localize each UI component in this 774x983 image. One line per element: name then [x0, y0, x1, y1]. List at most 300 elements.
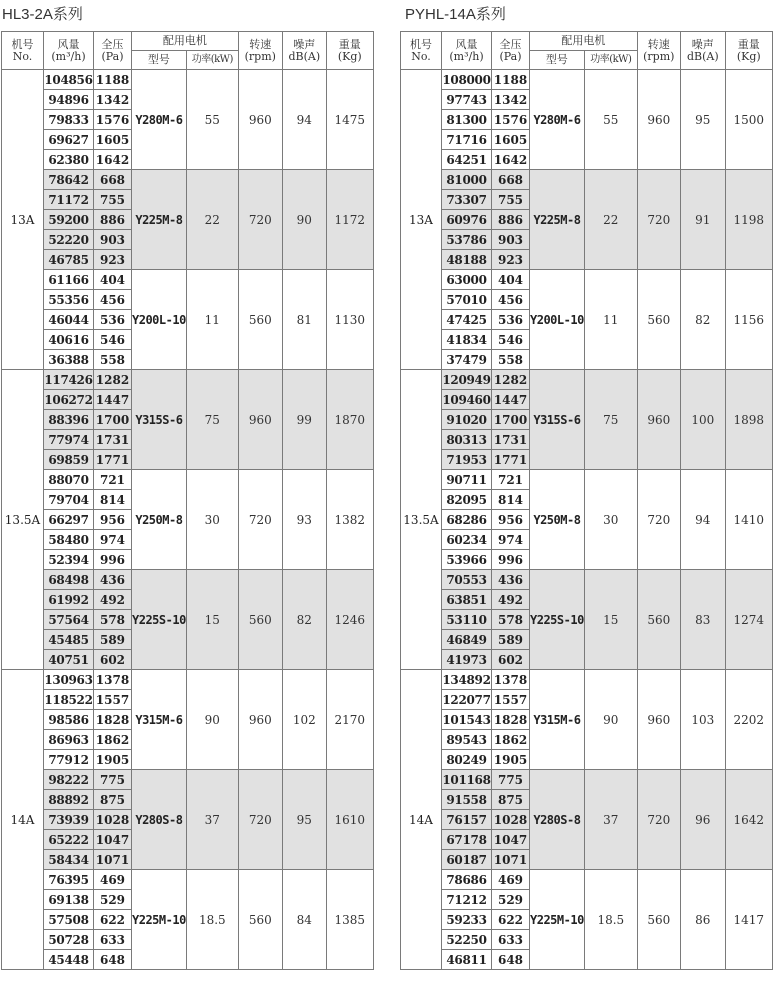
- airflow-cell: 94896: [44, 90, 94, 110]
- speed-cell: 960: [637, 370, 680, 470]
- header-airflow: [44, 32, 94, 70]
- model-size-cell: 14A: [2, 670, 44, 970]
- table-row: [2, 70, 374, 90]
- airflow-cell: 81300: [442, 110, 492, 130]
- motor-power-cell: 90: [186, 670, 238, 770]
- noise-cell: 93: [282, 470, 326, 570]
- header-motor: 配用电机: [132, 32, 239, 51]
- model-size-cell: 13.5A: [401, 370, 442, 670]
- speed-cell: 720: [238, 170, 282, 270]
- header-weight-line1: 重量: [737, 37, 760, 51]
- spec-table-pyhl-14a: [400, 31, 773, 970]
- weight-cell: 2202: [725, 670, 772, 770]
- airflow-cell: 73939: [44, 810, 94, 830]
- pressure-cell: 1047: [492, 830, 530, 850]
- motor-power-cell: 55: [186, 70, 238, 170]
- header-noise-line2: dB(A): [686, 49, 719, 63]
- airflow-cell: 101543: [442, 710, 492, 730]
- airflow-cell: 104856: [44, 70, 94, 90]
- table-title-right: PYHL-14A系列: [405, 6, 506, 23]
- pressure-cell: 1862: [492, 730, 530, 750]
- pressure-cell: 1378: [94, 670, 132, 690]
- airflow-cell: 59233: [442, 910, 492, 930]
- noise-cell: 96: [680, 770, 725, 870]
- pressure-cell: 775: [94, 770, 132, 790]
- weight-cell: 1898: [725, 370, 772, 470]
- pressure-cell: 1771: [492, 450, 530, 470]
- pressure-cell: 648: [492, 950, 530, 970]
- airflow-cell: 57508: [44, 910, 94, 930]
- noise-cell: 86: [680, 870, 725, 970]
- weight-cell: 1870: [326, 370, 373, 470]
- motor-type-cell: Y200L-10: [132, 270, 187, 370]
- header-speed-line1: 转速: [647, 37, 670, 51]
- pressure-cell: 974: [492, 530, 530, 550]
- motor-power-cell: 18.5: [584, 870, 637, 970]
- header-motor: 配用电机: [530, 32, 638, 51]
- noise-cell: 94: [680, 470, 725, 570]
- noise-cell: 100: [680, 370, 725, 470]
- noise-cell: 84: [282, 870, 326, 970]
- motor-power-cell: 22: [584, 170, 637, 270]
- airflow-cell: 60187: [442, 850, 492, 870]
- header-motor-type: 型号: [132, 51, 187, 70]
- pressure-cell: 456: [492, 290, 530, 310]
- airflow-cell: 71212: [442, 890, 492, 910]
- airflow-cell: 53110: [442, 610, 492, 630]
- noise-cell: 90: [282, 170, 326, 270]
- speed-cell: 560: [238, 270, 282, 370]
- model-size-cell: 13A: [2, 70, 44, 370]
- table-row: [401, 870, 773, 890]
- weight-cell: 1198: [725, 170, 772, 270]
- header-model-no-line2: No.: [12, 49, 33, 63]
- speed-cell: 960: [637, 70, 680, 170]
- pressure-cell: 536: [94, 310, 132, 330]
- table-row: [401, 370, 773, 390]
- pressure-cell: 1557: [94, 690, 132, 710]
- header-weight: [326, 32, 373, 70]
- pressure-cell: 1282: [492, 370, 530, 390]
- pressure-cell: 1342: [94, 90, 132, 110]
- airflow-cell: 108000: [442, 70, 492, 90]
- airflow-cell: 69859: [44, 450, 94, 470]
- table-row: [2, 470, 374, 490]
- speed-cell: 960: [637, 670, 680, 770]
- airflow-cell: 117426: [44, 370, 94, 390]
- pressure-cell: 469: [492, 870, 530, 890]
- airflow-cell: 57010: [442, 290, 492, 310]
- pressure-cell: 1576: [94, 110, 132, 130]
- motor-power-cell: 55: [584, 70, 637, 170]
- airflow-cell: 61992: [44, 590, 94, 610]
- header-noise: [680, 32, 725, 70]
- header-speed-line2: (rpm): [244, 49, 276, 63]
- airflow-cell: 46044: [44, 310, 94, 330]
- header-model-no-line1: 机号: [11, 37, 34, 51]
- header-pressure-line2: (Pa): [499, 49, 522, 63]
- noise-cell: 82: [282, 570, 326, 670]
- noise-cell: 99: [282, 370, 326, 470]
- airflow-cell: 69138: [44, 890, 94, 910]
- airflow-cell: 62380: [44, 150, 94, 170]
- pressure-cell: 436: [492, 570, 530, 590]
- pressure-cell: 456: [94, 290, 132, 310]
- motor-type-cell: Y225M-10: [132, 870, 187, 970]
- motor-type-cell: Y200L-10: [530, 270, 585, 370]
- pressure-cell: 668: [94, 170, 132, 190]
- motor-type-cell: Y315S-6: [530, 370, 585, 470]
- pressure-cell: 589: [492, 630, 530, 650]
- table-row: [2, 670, 374, 690]
- pressure-cell: 814: [94, 490, 132, 510]
- pressure-cell: 755: [94, 190, 132, 210]
- airflow-cell: 77974: [44, 430, 94, 450]
- motor-type-cell: Y225S-10: [132, 570, 187, 670]
- airflow-cell: 79704: [44, 490, 94, 510]
- pressure-cell: 536: [492, 310, 530, 330]
- header-airflow: [442, 32, 492, 70]
- pressure-cell: 923: [94, 250, 132, 270]
- airflow-cell: 86963: [44, 730, 94, 750]
- header-weight-line2: (Kg): [736, 49, 761, 63]
- airflow-cell: 82095: [442, 490, 492, 510]
- airflow-cell: 91558: [442, 790, 492, 810]
- noise-cell: 95: [680, 70, 725, 170]
- airflow-cell: 97743: [442, 90, 492, 110]
- model-size-cell: 13A: [401, 70, 442, 370]
- table-row: [2, 170, 374, 190]
- motor-power-cell: 37: [186, 770, 238, 870]
- pressure-cell: 996: [94, 550, 132, 570]
- motor-type-cell: Y280M-6: [530, 70, 585, 170]
- airflow-cell: 58480: [44, 530, 94, 550]
- airflow-cell: 120949: [442, 370, 492, 390]
- airflow-cell: 88396: [44, 410, 94, 430]
- header-speed: [637, 32, 680, 70]
- motor-power-cell: 15: [584, 570, 637, 670]
- noise-cell: 91: [680, 170, 725, 270]
- pressure-cell: 886: [94, 210, 132, 230]
- airflow-cell: 61166: [44, 270, 94, 290]
- airflow-cell: 118522: [44, 690, 94, 710]
- airflow-cell: 76395: [44, 870, 94, 890]
- pressure-cell: 775: [492, 770, 530, 790]
- spec-table: [400, 31, 773, 970]
- airflow-cell: 46811: [442, 950, 492, 970]
- pressure-cell: 578: [492, 610, 530, 630]
- header-noise-line1: 噪声: [691, 37, 714, 51]
- weight-cell: 1410: [725, 470, 772, 570]
- airflow-cell: 80313: [442, 430, 492, 450]
- weight-cell: 1246: [326, 570, 373, 670]
- pressure-cell: 1642: [94, 150, 132, 170]
- airflow-cell: 134892: [442, 670, 492, 690]
- weight-cell: 1130: [326, 270, 373, 370]
- airflow-cell: 46849: [442, 630, 492, 650]
- noise-cell: 95: [282, 770, 326, 870]
- airflow-cell: 41973: [442, 650, 492, 670]
- pressure-cell: 755: [492, 190, 530, 210]
- airflow-cell: 68498: [44, 570, 94, 590]
- header-airflow-line1: 风量: [57, 37, 80, 51]
- airflow-cell: 52394: [44, 550, 94, 570]
- motor-power-cell: 30: [186, 470, 238, 570]
- motor-power-cell: 37: [584, 770, 637, 870]
- speed-cell: 720: [637, 770, 680, 870]
- pressure-cell: 1700: [492, 410, 530, 430]
- speed-cell: 560: [637, 270, 680, 370]
- noise-cell: 82: [680, 270, 725, 370]
- noise-cell: 83: [680, 570, 725, 670]
- airflow-cell: 65222: [44, 830, 94, 850]
- speed-cell: 960: [238, 670, 282, 770]
- pressure-cell: 875: [492, 790, 530, 810]
- airflow-cell: 122077: [442, 690, 492, 710]
- header-airflow-line1: 风量: [455, 37, 478, 51]
- header-noise-line2: dB(A): [288, 49, 321, 63]
- airflow-cell: 80249: [442, 750, 492, 770]
- pressure-cell: 1447: [492, 390, 530, 410]
- header-pressure-line1: 全压: [499, 37, 522, 51]
- airflow-cell: 68286: [442, 510, 492, 530]
- speed-cell: 560: [637, 570, 680, 670]
- pressure-cell: 1642: [492, 150, 530, 170]
- airflow-cell: 67178: [442, 830, 492, 850]
- table-row: [2, 870, 374, 890]
- pressure-cell: 578: [94, 610, 132, 630]
- airflow-cell: 45448: [44, 950, 94, 970]
- header-weight-line1: 重量: [338, 37, 361, 51]
- pressure-cell: 1862: [94, 730, 132, 750]
- speed-cell: 560: [238, 570, 282, 670]
- table-row: [401, 170, 773, 190]
- pressure-cell: 404: [94, 270, 132, 290]
- airflow-cell: 73307: [442, 190, 492, 210]
- motor-power-cell: 18.5: [186, 870, 238, 970]
- header-pressure-line2: (Pa): [101, 49, 124, 63]
- pressure-cell: 602: [492, 650, 530, 670]
- airflow-cell: 91020: [442, 410, 492, 430]
- spec-table: [1, 31, 374, 970]
- weight-cell: 1156: [725, 270, 772, 370]
- table-row: [401, 270, 773, 290]
- weight-cell: 1385: [326, 870, 373, 970]
- pressure-cell: 1771: [94, 450, 132, 470]
- header-pressure: [492, 32, 530, 70]
- speed-cell: 720: [637, 170, 680, 270]
- airflow-cell: 66297: [44, 510, 94, 530]
- pressure-cell: 668: [492, 170, 530, 190]
- airflow-cell: 130963: [44, 670, 94, 690]
- airflow-cell: 60234: [442, 530, 492, 550]
- table-title-left: HL3-2A系列: [2, 6, 83, 23]
- pressure-cell: 956: [492, 510, 530, 530]
- pressure-cell: 1605: [94, 130, 132, 150]
- airflow-cell: 53786: [442, 230, 492, 250]
- header-noise: [282, 32, 326, 70]
- table-row: [401, 670, 773, 690]
- header-pressure-line1: 全压: [101, 37, 124, 51]
- airflow-cell: 63000: [442, 270, 492, 290]
- motor-type-cell: Y250M-8: [530, 470, 585, 570]
- pressure-cell: 546: [492, 330, 530, 350]
- speed-cell: 960: [238, 370, 282, 470]
- pressure-cell: 589: [94, 630, 132, 650]
- airflow-cell: 59200: [44, 210, 94, 230]
- motor-type-cell: Y225S-10: [530, 570, 585, 670]
- pressure-cell: 996: [492, 550, 530, 570]
- weight-cell: 1417: [725, 870, 772, 970]
- pressure-cell: 1071: [492, 850, 530, 870]
- weight-cell: 1500: [725, 70, 772, 170]
- airflow-cell: 109460: [442, 390, 492, 410]
- pressure-cell: 633: [94, 930, 132, 950]
- pressure-cell: 886: [492, 210, 530, 230]
- airflow-cell: 98586: [44, 710, 94, 730]
- header-motor-type: 型号: [530, 51, 585, 70]
- pressure-cell: 1828: [94, 710, 132, 730]
- weight-cell: 1382: [326, 470, 373, 570]
- airflow-cell: 52220: [44, 230, 94, 250]
- airflow-cell: 78686: [442, 870, 492, 890]
- airflow-cell: 81000: [442, 170, 492, 190]
- pressure-cell: 633: [492, 930, 530, 950]
- header-motor-power: 功率(kW): [584, 51, 637, 70]
- airflow-cell: 63851: [442, 590, 492, 610]
- pressure-cell: 956: [94, 510, 132, 530]
- pressure-cell: 1700: [94, 410, 132, 430]
- airflow-cell: 88070: [44, 470, 94, 490]
- motor-power-cell: 11: [186, 270, 238, 370]
- header-airflow-line2: (m³/h): [449, 49, 484, 63]
- speed-cell: 560: [238, 870, 282, 970]
- header-model-no: [2, 32, 44, 70]
- airflow-cell: 70553: [442, 570, 492, 590]
- speed-cell: 960: [238, 70, 282, 170]
- pressure-cell: 875: [94, 790, 132, 810]
- weight-cell: 1274: [725, 570, 772, 670]
- pressure-cell: 436: [94, 570, 132, 590]
- table-row: [2, 370, 374, 390]
- pressure-cell: 1731: [94, 430, 132, 450]
- header-motor-power: 功率(kW): [186, 51, 238, 70]
- airflow-cell: 76157: [442, 810, 492, 830]
- model-size-cell: 13.5A: [2, 370, 44, 670]
- motor-type-cell: Y250M-8: [132, 470, 187, 570]
- spec-table-hl3-2a: [1, 31, 374, 970]
- airflow-cell: 53966: [442, 550, 492, 570]
- weight-cell: 1642: [725, 770, 772, 870]
- table-row: [401, 770, 773, 790]
- weight-cell: 1475: [326, 70, 373, 170]
- header-model-no: [401, 32, 442, 70]
- pressure-cell: 1071: [94, 850, 132, 870]
- pressure-cell: 1028: [94, 810, 132, 830]
- weight-cell: 1610: [326, 770, 373, 870]
- header-speed-line1: 转速: [249, 37, 272, 51]
- motor-power-cell: 30: [584, 470, 637, 570]
- airflow-cell: 77912: [44, 750, 94, 770]
- airflow-cell: 50728: [44, 930, 94, 950]
- pressure-cell: 1576: [492, 110, 530, 130]
- airflow-cell: 36388: [44, 350, 94, 370]
- pressure-cell: 814: [492, 490, 530, 510]
- airflow-cell: 71172: [44, 190, 94, 210]
- airflow-cell: 106272: [44, 390, 94, 410]
- header-model-no-line1: 机号: [410, 37, 432, 51]
- motor-type-cell: Y225M-8: [530, 170, 585, 270]
- pressure-cell: 721: [492, 470, 530, 490]
- pressure-cell: 622: [492, 910, 530, 930]
- pressure-cell: 1282: [94, 370, 132, 390]
- table-row: [401, 570, 773, 590]
- airflow-cell: 37479: [442, 350, 492, 370]
- header-weight: [725, 32, 772, 70]
- pressure-cell: 1905: [492, 750, 530, 770]
- noise-cell: 94: [282, 70, 326, 170]
- motor-type-cell: Y225M-8: [132, 170, 187, 270]
- pressure-cell: 492: [492, 590, 530, 610]
- pressure-cell: 1188: [94, 70, 132, 90]
- table-body: [401, 70, 773, 970]
- motor-power-cell: 75: [584, 370, 637, 470]
- header-speed: [238, 32, 282, 70]
- table-row: [401, 70, 773, 90]
- pressure-cell: 903: [94, 230, 132, 250]
- pressure-cell: 974: [94, 530, 132, 550]
- airflow-cell: 101168: [442, 770, 492, 790]
- pressure-cell: 923: [492, 250, 530, 270]
- pressure-cell: 1028: [492, 810, 530, 830]
- airflow-cell: 64251: [442, 150, 492, 170]
- airflow-cell: 40751: [44, 650, 94, 670]
- airflow-cell: 45485: [44, 630, 94, 650]
- motor-power-cell: 75: [186, 370, 238, 470]
- table-row: [2, 570, 374, 590]
- airflow-cell: 89543: [442, 730, 492, 750]
- header-airflow-line2: (m³/h): [51, 49, 86, 63]
- pressure-cell: 558: [492, 350, 530, 370]
- motor-power-cell: 11: [584, 270, 637, 370]
- motor-type-cell: Y280S-8: [132, 770, 187, 870]
- pressure-cell: 529: [94, 890, 132, 910]
- pressure-cell: 1731: [492, 430, 530, 450]
- pressure-cell: 1378: [492, 670, 530, 690]
- motor-type-cell: Y315M-6: [132, 670, 187, 770]
- airflow-cell: 88892: [44, 790, 94, 810]
- pressure-cell: 1828: [492, 710, 530, 730]
- motor-power-cell: 90: [584, 670, 637, 770]
- airflow-cell: 71953: [442, 450, 492, 470]
- airflow-cell: 41834: [442, 330, 492, 350]
- header-pressure: [94, 32, 132, 70]
- pressure-cell: 404: [492, 270, 530, 290]
- airflow-cell: 71716: [442, 130, 492, 150]
- airflow-cell: 52250: [442, 930, 492, 950]
- motor-type-cell: Y315S-6: [132, 370, 187, 470]
- airflow-cell: 69627: [44, 130, 94, 150]
- table-row: [2, 270, 374, 290]
- pressure-cell: 529: [492, 890, 530, 910]
- airflow-cell: 57564: [44, 610, 94, 630]
- airflow-cell: 58434: [44, 850, 94, 870]
- pressure-cell: 1605: [492, 130, 530, 150]
- airflow-cell: 40616: [44, 330, 94, 350]
- airflow-cell: 90711: [442, 470, 492, 490]
- pressure-cell: 1047: [94, 830, 132, 850]
- airflow-cell: 47425: [442, 310, 492, 330]
